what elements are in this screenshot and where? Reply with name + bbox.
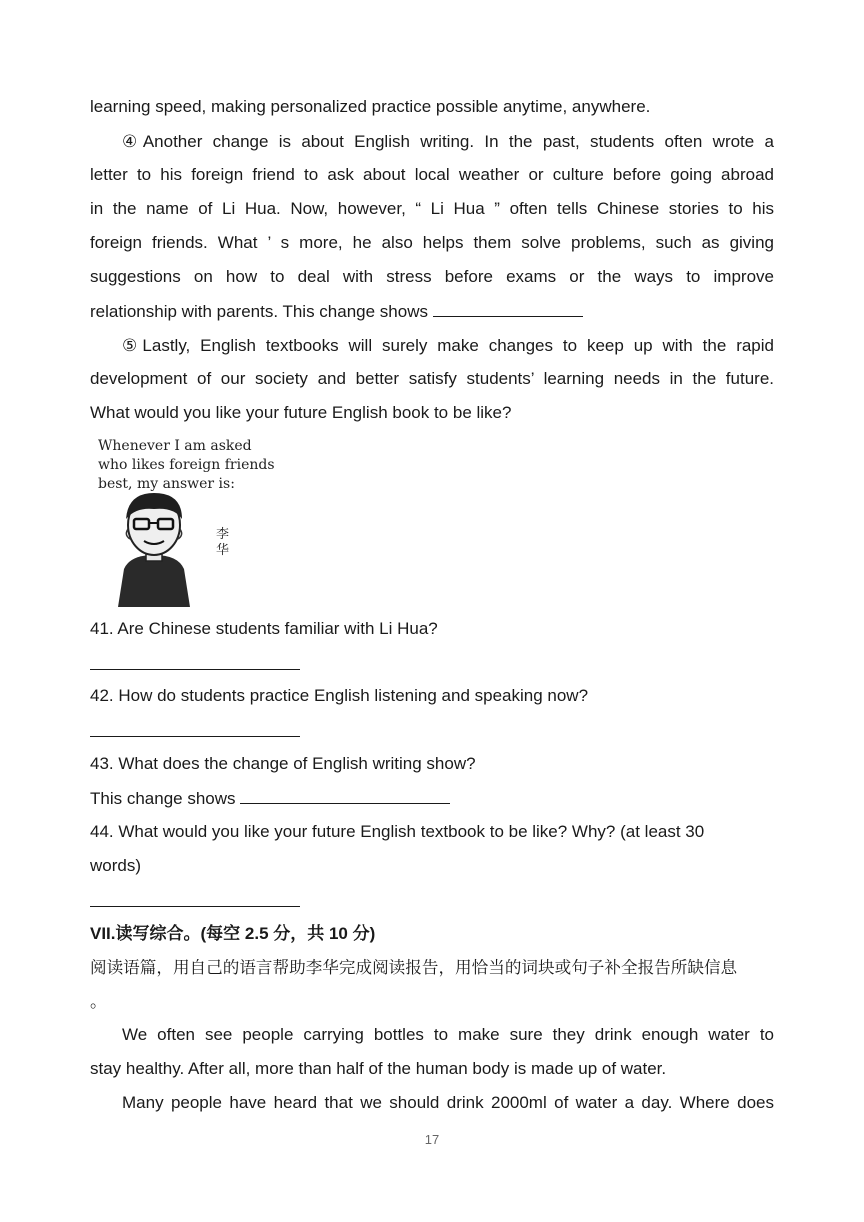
cartoon-caption-line-1: Whenever I am asked bbox=[98, 438, 252, 454]
answer-blank[interactable] bbox=[240, 781, 450, 804]
answer-blank[interactable] bbox=[90, 714, 300, 737]
li-hua-cartoon bbox=[98, 437, 278, 609]
cartoon-caption bbox=[98, 437, 278, 494]
section-7-instruction: 阅读语篇，用自己的语言帮助李华完成阅读报告，用恰当的词块或句子补全报告所缺信息 bbox=[90, 958, 738, 977]
answer-line-44[interactable] bbox=[90, 884, 774, 919]
paragraph-5-line-3: What would you like your future English book to be like? bbox=[90, 403, 512, 422]
question-44-line-2: words) bbox=[90, 856, 142, 875]
signature-char-1: 李 bbox=[216, 527, 230, 542]
paragraph-5-line-2: development of our society and better satisfy students’ learning needs in the future. bbox=[90, 369, 774, 388]
paragraph-5-line-1: ⑤Lastly, English textbooks will surely make changes to keep up with the rapid bbox=[122, 336, 774, 355]
question-44-line-1: 44. What would you like your future English textbook to be like? Why? (at least 30 bbox=[90, 822, 705, 841]
paragraph-4-line-4: foreign friends. What ’ s more, he also helps them solve problems, such as giving bbox=[90, 233, 774, 252]
passage-paragraph-1-line-1: We often see people carrying bottles to make sure they drink enough water to bbox=[122, 1025, 774, 1044]
change-shows-text: relationship with parents. This change shows bbox=[90, 302, 428, 321]
boy-portrait-icon bbox=[98, 489, 208, 609]
paragraph-4-line-6 bbox=[90, 294, 774, 329]
paragraph-4-line-5: suggestions on how to deal with stress before exams or the ways to improve bbox=[90, 267, 774, 286]
question-42: 42. How do students practice English listening and speaking now? bbox=[90, 686, 589, 705]
section-7-title: VII.读写综合。(每空 2.5 分，共 10 分) bbox=[90, 924, 376, 943]
question-41: 41. Are Chinese students familiar with Li Hua? bbox=[90, 619, 438, 638]
answer-line-43 bbox=[90, 781, 774, 816]
passage-paragraph-2-line-1: Many people have heard that we should drink 2000ml of water a day. Where does bbox=[122, 1093, 774, 1112]
page-number: 17 bbox=[424, 1132, 440, 1147]
question-43: 43. What does the change of English writing show? bbox=[90, 754, 476, 773]
paragraph-4-line-3: in the name of Li Hua. Now, however, “ Li Hua ” often tells Chinese stories to his bbox=[90, 199, 774, 218]
paragraph-3-tail: learning speed, making personalized practice possible anytime, anywhere. bbox=[90, 97, 651, 116]
passage-paragraph-1-line-2: stay healthy. After all, more than half of the human body is made up of water. bbox=[90, 1059, 667, 1078]
answer-blank[interactable] bbox=[90, 884, 300, 907]
change-shows-prefix: This change shows bbox=[90, 789, 236, 808]
cartoon-caption-line-2: who likes foreign friends bbox=[98, 457, 275, 473]
section-7-instruction-end: 。 bbox=[90, 992, 107, 1011]
paragraph-4-line-2: letter to his foreign friend to ask about local weather or culture before going abroad bbox=[90, 165, 774, 184]
answer-line-41[interactable] bbox=[90, 647, 774, 682]
li-hua-signature bbox=[216, 527, 230, 559]
answer-line-42[interactable] bbox=[90, 714, 774, 749]
answer-blank[interactable] bbox=[433, 294, 583, 317]
answer-blank[interactable] bbox=[90, 647, 300, 670]
paragraph-4-line-1: ④Another change is about English writing. In the past, students often wrote a bbox=[122, 132, 774, 151]
signature-char-2: 华 bbox=[216, 543, 230, 558]
cartoon-caption-line-3: best, my answer is: bbox=[98, 476, 235, 492]
